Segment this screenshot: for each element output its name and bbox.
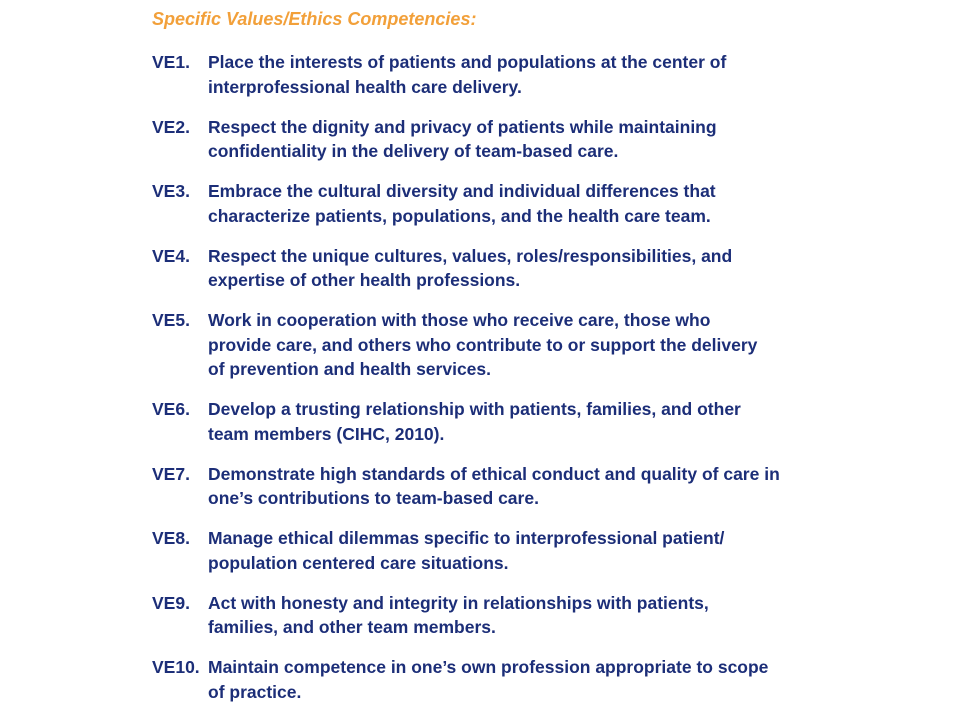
competency-text-line: one’s contributions to team-based care. xyxy=(208,488,539,508)
competency-text xyxy=(208,526,852,575)
competency-text-line: expertise of other health professions. xyxy=(208,270,521,290)
competency-text-line: characterize patients, populations, and the health care team. xyxy=(208,205,711,226)
competency-text-line: families, and other team members. xyxy=(208,617,496,637)
section-heading: Specific Values/Ethics Competencies: xyxy=(152,9,477,29)
competency-text xyxy=(208,244,852,293)
competency-item-ve2 xyxy=(152,115,852,164)
competency-item-ve9 xyxy=(152,591,852,640)
competency-text-line: provide care, and others who contribute to or support the delivery xyxy=(208,334,758,355)
competency-text-line: of practice. xyxy=(208,681,302,702)
competency-text xyxy=(208,462,852,511)
competency-code: VE8. xyxy=(152,528,190,548)
competency-item-ve4 xyxy=(152,244,852,293)
competency-code: VE10. xyxy=(152,657,200,677)
competency-list xyxy=(152,50,852,720)
competency-text-line: Respect the dignity and privacy of patients while maintaining xyxy=(208,116,717,137)
competency-text-line: Develop a trusting relationship with patients, families, and other xyxy=(208,399,741,419)
competency-item-ve5 xyxy=(152,308,852,382)
competency-text xyxy=(208,655,852,704)
competency-text-line: confidentiality in the delivery of team-based care. xyxy=(208,141,619,161)
competency-text xyxy=(208,397,852,446)
competency-text-line: interprofessional health care delivery. xyxy=(208,76,522,97)
competency-code: VE9. xyxy=(152,592,190,613)
competency-item-ve1 xyxy=(152,50,852,99)
competency-code: VE7. xyxy=(152,463,190,484)
competency-code: VE6. xyxy=(152,399,190,419)
competency-item-ve8 xyxy=(152,526,852,575)
competency-text-line: Embrace the cultural diversity and individual differences that xyxy=(208,181,716,201)
competency-code: VE3. xyxy=(152,181,190,201)
competency-item-ve10 xyxy=(152,655,852,704)
competency-text-line: of prevention and health services. xyxy=(208,359,491,379)
competency-text-line: Respect the unique cultures, values, roles/responsibilities, and xyxy=(208,245,733,266)
competency-item-ve6 xyxy=(152,397,852,446)
competency-item-ve7 xyxy=(152,462,852,511)
competency-item-ve3 xyxy=(152,179,852,228)
competency-text-line: Place the interests of patients and populations at the center of xyxy=(208,52,727,72)
competency-code: VE2. xyxy=(152,116,190,137)
competency-text-line: population centered care situations. xyxy=(208,552,509,573)
competency-text xyxy=(208,115,852,164)
competency-code: VE4. xyxy=(152,245,190,266)
competency-text-line: team members (CIHC, 2010). xyxy=(208,423,445,444)
competency-text xyxy=(208,179,852,228)
competency-text xyxy=(208,50,852,99)
competency-text-line: Manage ethical dilemmas specific to interprofessional patient/ xyxy=(208,528,725,548)
competency-text xyxy=(208,591,852,640)
competency-text-line: Demonstrate high standards of ethical conduct and quality of care in xyxy=(208,463,780,484)
competency-text-line: Work in cooperation with those who receive care, those who xyxy=(208,310,711,330)
competency-text xyxy=(208,308,852,382)
competency-text-line: Act with honesty and integrity in relationships with patients, xyxy=(208,592,709,613)
competency-code: VE5. xyxy=(152,310,190,330)
competency-text-line: Maintain competence in one’s own profession appropriate to scope xyxy=(208,657,769,677)
competency-code: VE1. xyxy=(152,52,190,72)
